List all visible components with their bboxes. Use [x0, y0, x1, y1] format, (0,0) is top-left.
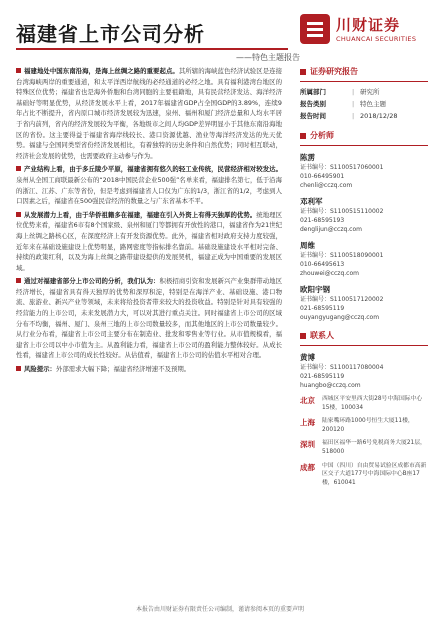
square-icon	[300, 133, 306, 139]
analyst-phone: 021-68595193	[300, 217, 345, 224]
square-icon	[300, 69, 306, 75]
divider	[300, 345, 428, 346]
contact-heading: 联系人	[300, 330, 428, 341]
office-city: 北京	[300, 396, 315, 405]
divider	[300, 145, 428, 146]
report-subtitle: ——特色主题报告	[236, 53, 300, 62]
office-address	[300, 439, 428, 456]
analyst-card	[300, 152, 428, 190]
contact-phone: 021-68595119	[300, 373, 345, 380]
title-underline	[16, 48, 288, 50]
analyst-cert: 证书编号：S1100515110002	[300, 208, 384, 215]
bullet-icon	[16, 166, 21, 171]
bullet-icon	[16, 366, 21, 371]
info-row: 报告时间 | 2018/12/28	[300, 112, 398, 120]
office-addr: 陆家嘴环路1000号恒生大厦11楼，200120	[322, 418, 414, 433]
info-row: 所属部门 | 研究所	[300, 88, 380, 96]
analyst-heading: 分析师	[300, 130, 428, 141]
analyst-email[interactable]: chenli@cczq.com	[300, 182, 353, 189]
analyst-email[interactable]: denglijun@cczq.com	[300, 226, 362, 233]
office-city: 深圳	[300, 440, 315, 450]
analyst-name: 陈雳	[300, 153, 315, 162]
analyst-name: 邓利军	[300, 197, 323, 206]
office-address	[300, 417, 428, 434]
info-row: 报告类别 | 特色主题	[300, 100, 386, 108]
contact-card	[300, 352, 428, 390]
paragraph-lead: 风险提示：	[24, 365, 56, 374]
footer-disclaimer: 本报告由川财证券有限责任公司编制，谨请参阅本页的重要声明	[135, 606, 304, 613]
paragraph	[16, 276, 282, 361]
paragraph-lead: 通过对福建省部分上市公司的分析，我们认为：	[24, 277, 160, 286]
report-body	[16, 66, 282, 378]
analyst-name: 周维	[300, 241, 315, 250]
report-info-heading: 证券研究报告	[300, 66, 428, 77]
sidebar	[300, 66, 428, 487]
analyst-card	[300, 240, 428, 278]
analyst-phone: 010-66495613	[300, 261, 345, 268]
paragraph-text: 泉州从全国工商联最新公布的“2018中国民营企业500强”名单来看，福建排名第七，低于沿海的浙江、江苏、广东等省份，但是考虑到福建省人口仅为广东的1/3，浙江省的1/2，考虑到人口因素之后，福建省在500强民营经济的数量之与广东省基本不平。	[16, 175, 282, 206]
logo-mark-icon	[300, 14, 330, 44]
analyst-name: 欧阳宇钢	[300, 285, 330, 294]
paragraph-text: 其所辖的海峡蓝色经济试验区是连接台湾海峡两岸的重要通道，和太平洋西岸航线的必经通道的必经之地。具有福利港湾台地区的特殊区位优势；福建省也是海外侨胞和台湾同胞的主要祖籍地，具有民营经济发达、海洋经济基础好等明显优势，从经济发展水平上看，2017年福建省GDP占全国GDP的3.89%，连续9年占比不断提升，省内原口城市经济发展较为迅速，泉州、福州和厦门经济总量和人均水平居于省内前列，省内的经济发展较为平衡，各地级市之间人均GDP差异明显小于其他东南沿海地区的省份。这主要得益于福建省海岸线较长、港口资源优越、渔业等海洋经济发达的先天优势。福建与全国同类型省份经济发展相比，有着独特的历史条件和自然优势；同时相互联动，经济社会发展的优势，也需要政府主动参与作为。	[16, 67, 282, 160]
analyst-phone: 010-66495901	[300, 173, 345, 180]
logo-chinese-name: 川财证券	[336, 16, 401, 34]
paragraph	[16, 364, 282, 375]
bullet-icon	[16, 278, 21, 283]
analyst-phone: 021-68595119	[300, 305, 345, 312]
paragraph	[16, 66, 282, 161]
paragraph-text: 统地理区位优势来看，福建省6市有8个国家级、泉州和厦门等都拥有开放性的港口，福建省作为21世纪海上丝绸之路核心区，在深度经济上有开发资源优势。此外，福建省相对政府支持力度较强，近年来在基础设施建设上优势明显，路网密度等指标排名靠前。基础设施建设水平相对完备、持续的政策红利，以及为海上丝绸之路带建设提供的发展契机，福建正成为中国重要的发展区域。	[16, 210, 283, 272]
contact-email[interactable]: huangbo@cczq.com	[300, 382, 361, 389]
analyst-cert: 证书编号：S1100517120002	[300, 296, 384, 303]
paragraph-lead: 产业结构上看，由于多丘陵少平原，福建省拥有悠久的轻工业传统，民营经济相对较发达。	[24, 165, 282, 174]
analyst-cert: 证书编号：S1100517060001	[300, 164, 384, 171]
office-city: 成都	[300, 462, 315, 472]
bullet-icon	[16, 68, 21, 73]
office-addr: 福田区福华一路6号免税商务大厦21层，518000	[322, 440, 426, 455]
office-addr: 中国（四川）自由贸易试验区成都市高新区交子大道177号中海国际中心B座17楼，610041	[322, 462, 427, 486]
bullet-icon	[16, 212, 21, 217]
company-logo	[300, 14, 430, 48]
analyst-email[interactable]: zhouwei@cczq.com	[300, 270, 359, 277]
paragraph-text: 外部需求大幅下降；福建省经济增速不及预期。	[55, 365, 191, 374]
square-icon	[300, 333, 306, 339]
paragraph	[16, 164, 282, 206]
contact-cert: 证书编号：S1100117080004	[300, 364, 384, 371]
paragraph	[16, 210, 282, 274]
paragraph-lead: 福建地处中国东南沿海，是海上丝绸之路的重要起点。	[24, 67, 179, 75]
analyst-card	[300, 284, 428, 322]
paragraph-lead: 从发展潜力上看，由于华侨祖籍多在福建，福建在引入外资上有得天独厚的优势。	[24, 210, 257, 219]
contact-name: 黄博	[300, 353, 315, 362]
office-address	[300, 462, 428, 488]
analyst-email[interactable]: ouyangyugang@cczq.com	[300, 314, 380, 321]
office-city: 上海	[300, 418, 315, 428]
logo-english-name: CHUANCAI SECURITIES	[336, 35, 417, 43]
office-addr: 西城区平安里西大街28号中海国际中心15楼，100034	[322, 396, 423, 411]
analyst-card	[300, 196, 428, 234]
page-title: 福建省上市公司分析	[16, 22, 205, 46]
divider	[300, 81, 428, 82]
office-address	[300, 395, 428, 412]
paragraph-text: 积极招商引资和发展新兴产业集群带动地区经济增长，福建省具有得天独厚的优势和深厚积淀，特别是在海洋产业、基础设施、港口物流、旅游业、新兴产业等领域，未来将给投资者带来较大的投资收益。特别是针对具有较强的经营能力的上市公司，未来发展潜力大，可以对其进行重点关注。同时福建省上市公司的区域分布不均衡，福州、厦门、泉州三地的上市公司数量较多，而其他地区的上市公司数量较少。从行业分布看，福建省上市公司主要分布在制造业、批发和零售业等行业。从市值规模看，福建省上市公司以中小市值为主。从盈利能力看，福建省上市公司的盈利能力整体较好。从成长性看，福建省上市公司的成长性较好。从估值看，福建省上市公司的估值水平相对合理。	[16, 277, 283, 360]
analyst-cert: 证书编号：S1100518090001	[300, 252, 384, 259]
